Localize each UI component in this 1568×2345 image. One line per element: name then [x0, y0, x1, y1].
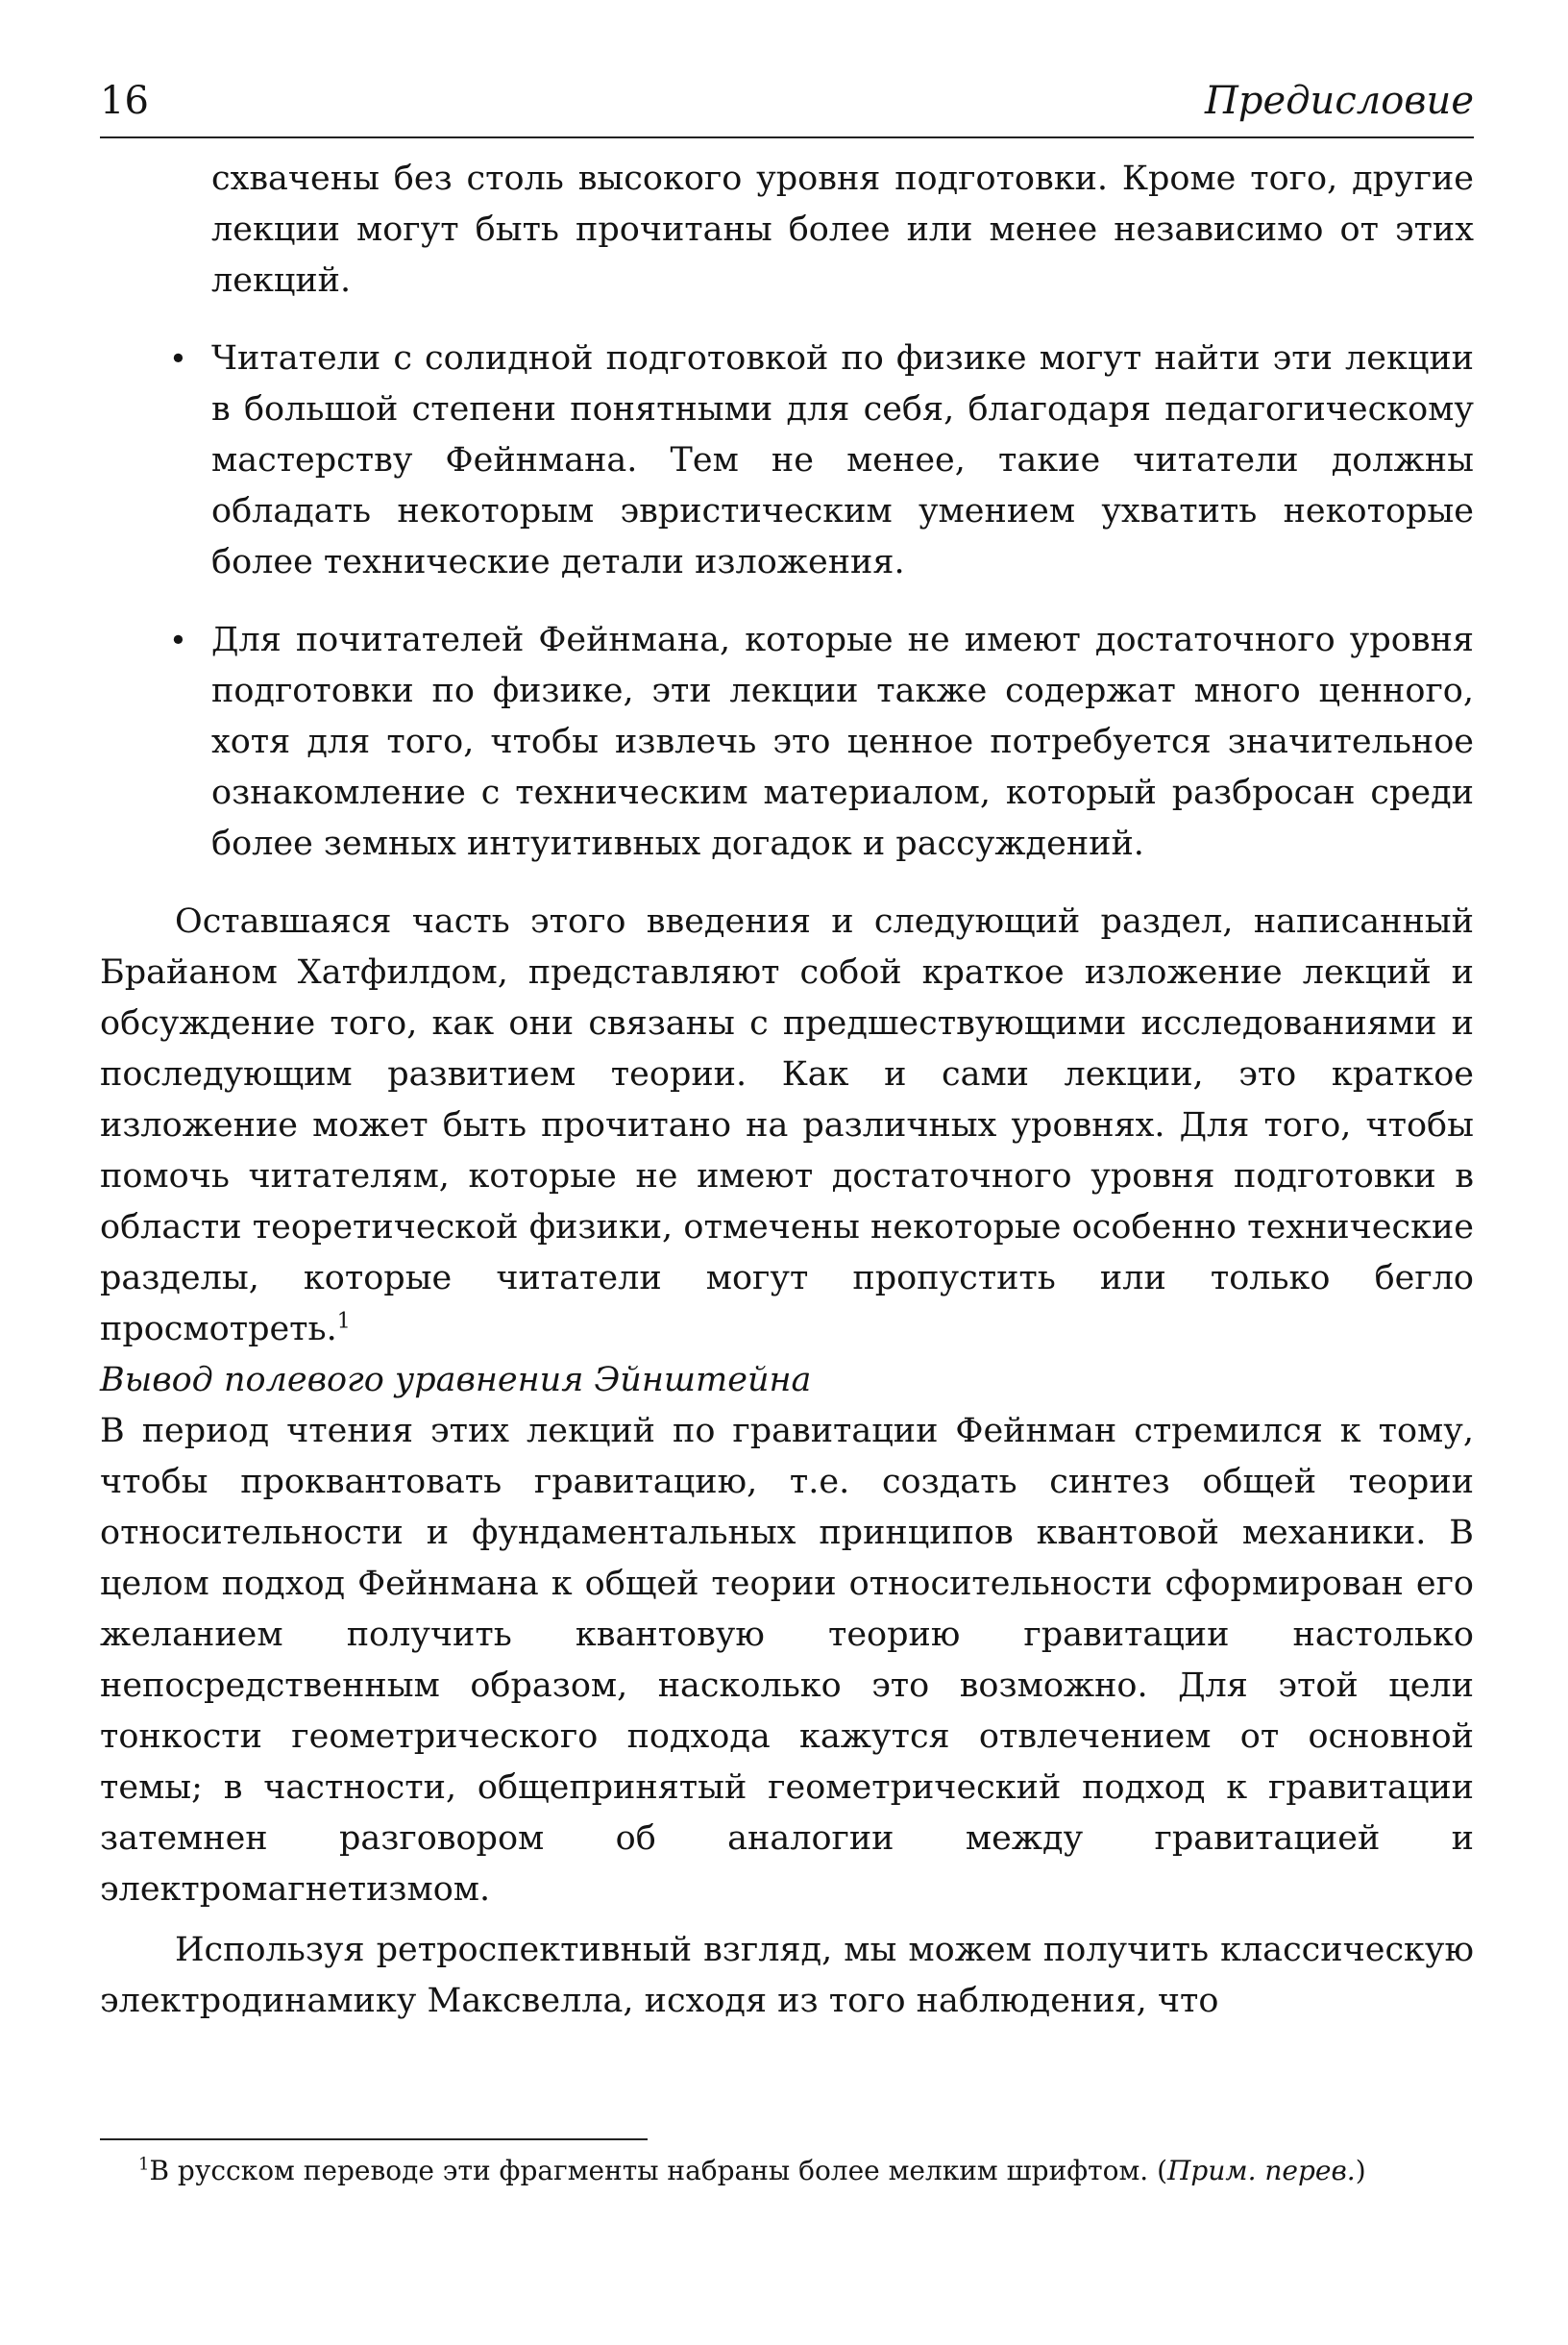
footnote — [100, 2151, 1474, 2191]
bullet-text: Для почитателей Фейнмана, которые не имеют достаточного уровня подготовки по физике, эти лекции также содержат много ценного, хотя для того, чтобы извлечь это ценное потребуется значительное ознакомление с техническим материалом, который разбросан среди более земных интуитивных догадок и рассуждений. — [211, 621, 1474, 863]
continued-paragraph: схвачены без столь высокого уровня подготовки. Кроме того, другие лекции могут быть прочитаны более или менее независимо от этих лекций. — [211, 160, 1474, 300]
footnote-mark: 1 — [138, 2154, 150, 2175]
footnote-text: В русском переводе эти фрагменты набраны более мелким шрифтом. ( — [149, 2155, 1167, 2186]
running-head — [100, 69, 1474, 138]
page-number: 16 — [100, 79, 149, 123]
bullet-text: Читатели с солидной подготовкой по физике могут найти эти лекции в большой степени понятными для себя, благодаря педагогическому мастерству Фейнмана. Тем не менее, такие читатели должны обладать некоторым эвристическим умением ухватить некоторые более технические детали изложения. — [211, 339, 1474, 581]
subheading: Вывод полевого уравнения Эйнштейна — [100, 1361, 812, 1399]
intro-text: Оставшаяся часть этого введения и следующий раздел, написанный Брайаном Хатфилдом, представляют собой краткое изложение лекций и обсуждение того, как они связаны с предшествующими исследованиями и последующим развитием теории. Как и сами лекции, это краткое изложение может быть прочитано на различных уровнях. Для того, чтобы помочь читателям, которые не имеют достаточного уровня подготовки в области теоретической физики, отмечены некоторые особенно технические разделы, которые читатели могут пропустить или только бегло просмотреть. — [100, 902, 1474, 1348]
bullet-item — [100, 615, 1474, 870]
paragraph-1: В период чтения этих лекций по гравитации Фейнман стремился к тому, чтобы проквантовать гравитацию, т.е. создать синтез общей теории относительности и фундаментальных принципов квантовой механики. В целом подход Фейнмана к общей теории относительности сформирован его желанием получить квантовую теорию гравитации настолько непосредственным образом, насколько это возможно. Для этой цели тонкости геометрического подхода кажутся отвлечением от основной темы; в частности, общепринятый геометрический подход к гравитации затемнен разговором об аналогии между гравитацией и электромагнетизмом. — [100, 1412, 1474, 1909]
section-title: Предисловие — [1205, 79, 1474, 123]
bullet-list — [100, 333, 1474, 870]
footnote-close: ) — [1355, 2155, 1366, 2186]
bullet-item — [100, 333, 1474, 588]
intro-paragraph — [100, 897, 1474, 1355]
paragraph-2: Используя ретроспективный взгляд, мы можем получить классическую электродинамику Максвелла, исходя из того наблюдения, что — [100, 1931, 1474, 2020]
bullet-icon: • — [169, 622, 187, 658]
footnote-divider — [100, 2138, 648, 2140]
bullet-icon: • — [169, 340, 187, 377]
footnote-reference[interactable]: 1 — [336, 1309, 351, 1334]
text-body — [100, 154, 1474, 2027]
footnote-note: Прим. перев. — [1167, 2155, 1356, 2186]
